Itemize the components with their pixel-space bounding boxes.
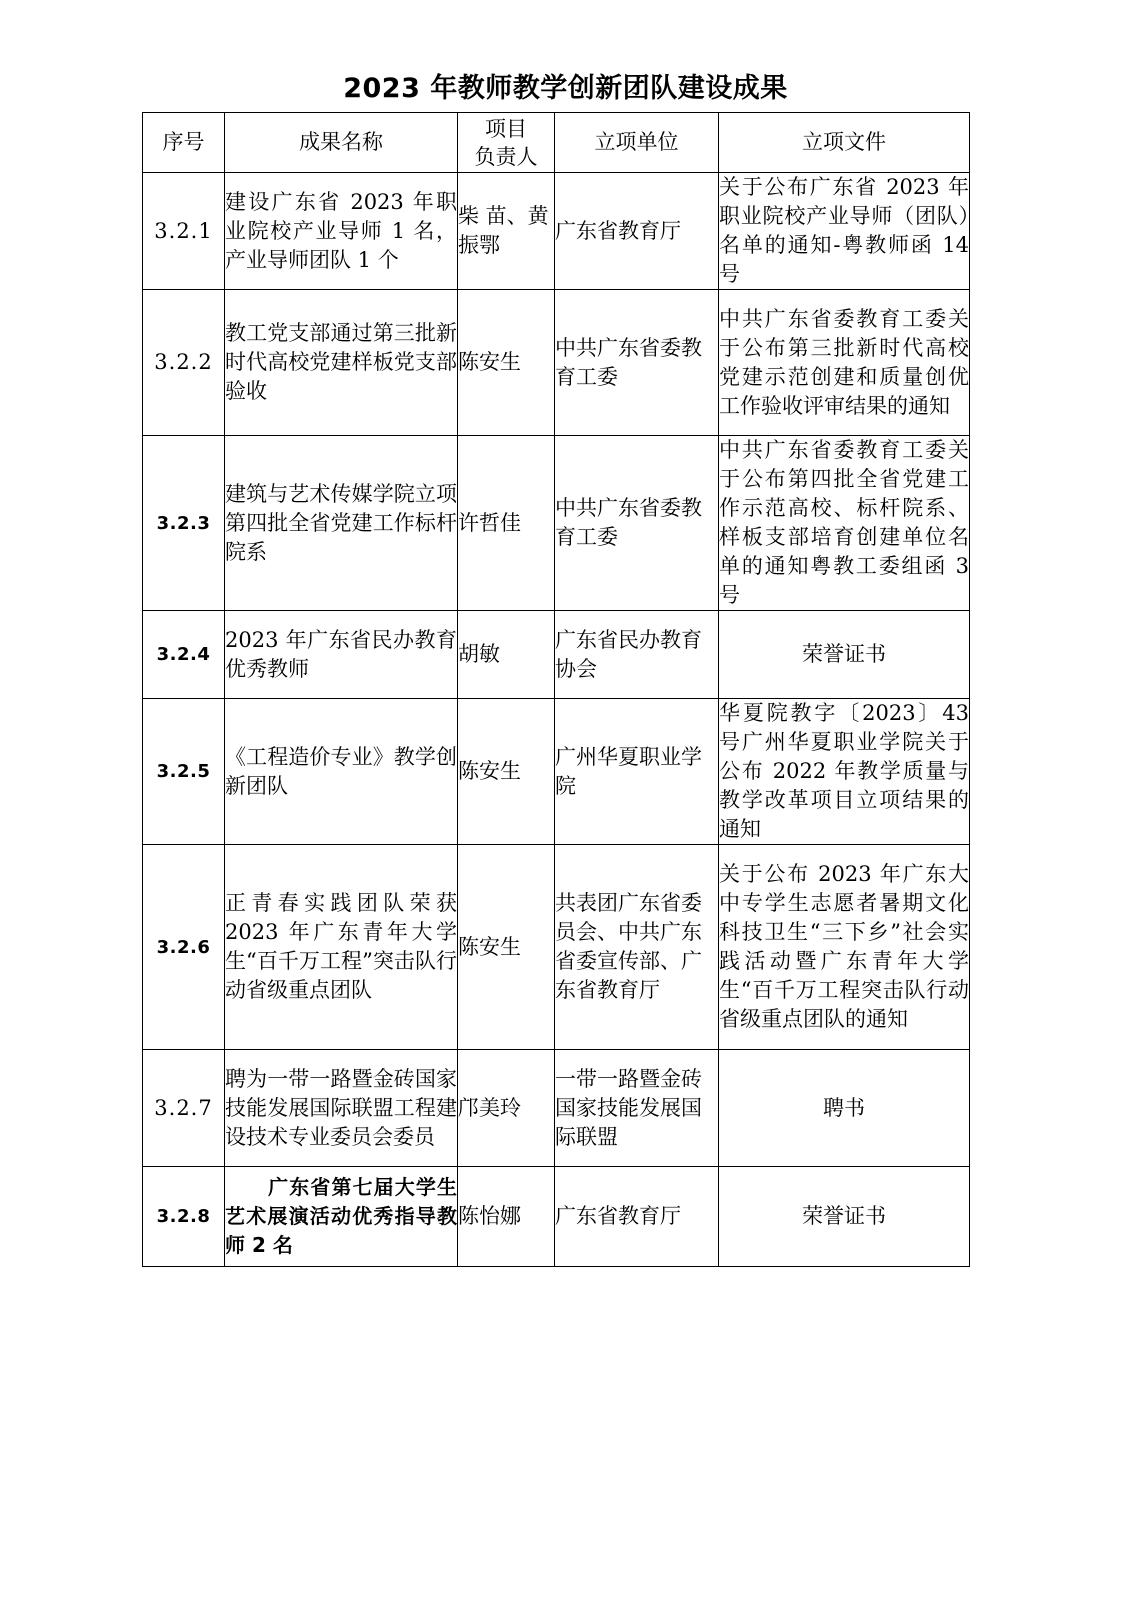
- header-unit: 立项单位: [555, 113, 719, 173]
- row-unit: 中共广东省委教育工委: [555, 290, 719, 436]
- row-name: 建设广东省 2023 年职业院校产业导师 1 名，产业导师团队 1 个: [225, 173, 458, 290]
- results-table: [142, 112, 970, 1267]
- row-doc: 聘书: [719, 1050, 970, 1167]
- row-lead: 陈安生: [458, 699, 555, 845]
- row-lead: 柴 苗、黄振鄂: [458, 173, 555, 290]
- row-no: 3.2.2: [143, 290, 225, 436]
- row-unit: 广东省教育厅: [555, 1167, 719, 1267]
- row-unit: 广东省民办教育协会: [555, 611, 719, 699]
- header-lead-line2: 负责人: [474, 144, 538, 169]
- row-no: 3.2.4: [143, 611, 225, 699]
- row-no: 3.2.7: [143, 1050, 225, 1167]
- table-row: [143, 611, 970, 699]
- row-lead: 陈怡娜: [458, 1167, 555, 1267]
- row-name: [225, 1167, 458, 1267]
- row-doc: 中共广东省委教育工委关于公布第四批全省党建工作示范高校、标杆院系、样板支部培育创建单位名单的通知粤教工委组函 3 号: [719, 436, 970, 611]
- row-no: 3.2.8: [143, 1167, 225, 1267]
- row-unit: 共表团广东省委员会、中共广东省委宣传部、广东省教育厅: [555, 845, 719, 1050]
- row-name-text: 广东省第七届大学生艺术展演活动优秀指导教师 2 名: [225, 1175, 457, 1257]
- row-lead: 陈安生: [458, 845, 555, 1050]
- row-doc: 荣誉证书: [719, 1167, 970, 1267]
- row-name: 教工党支部通过第三批新时代高校党建样板党支部验收: [225, 290, 458, 436]
- row-doc: 关于公布 2023 年广东大中专学生志愿者暑期文化科技卫生“三下乡”社会实践活动暨广东青年大学生“百千万工程突击队行动省级重点团队的通知: [719, 845, 970, 1050]
- row-lead: 陈安生: [458, 290, 555, 436]
- table-row: [143, 699, 970, 845]
- row-unit: 广东省教育厅: [555, 173, 719, 290]
- row-name: 建筑与艺术传媒学院立项第四批全省党建工作标杆院系: [225, 436, 458, 611]
- row-doc: 荣誉证书: [719, 611, 970, 699]
- row-doc: 华夏院教字〔2023〕43 号广州华夏职业学院关于公布 2022 年教学质量与教学改革项目立项结果的通知: [719, 699, 970, 845]
- header-doc: 立项文件: [719, 113, 970, 173]
- header-lead-line1: 项目: [485, 116, 527, 141]
- table-row: [143, 845, 970, 1050]
- row-no: 3.2.3: [143, 436, 225, 611]
- row-name: 《工程造价专业》教学创新团队: [225, 699, 458, 845]
- row-name: 正青春实践团队荣获 2023 年广东青年大学生“百千万工程”突击队行动省级重点团队: [225, 845, 458, 1050]
- row-lead: 许哲佳: [458, 436, 555, 611]
- header-no: 序号: [143, 113, 225, 173]
- row-lead: 邝美玲: [458, 1050, 555, 1167]
- page-title: 2023 年教师教学创新团队建设成果: [343, 73, 788, 104]
- row-no: 3.2.1: [143, 173, 225, 290]
- row-doc: 中共广东省委教育工委关于公布第三批新时代高校党建示范创建和质量创优工作验收评审结果的通知: [719, 290, 970, 436]
- table-row: [143, 1167, 970, 1267]
- table-row: [143, 436, 970, 611]
- row-unit: 中共广东省委教育工委: [555, 436, 719, 611]
- row-no: 3.2.6: [143, 845, 225, 1050]
- row-name: 2023 年广东省民办教育优秀教师: [225, 611, 458, 699]
- table-row: [143, 173, 970, 290]
- table-row: [143, 290, 970, 436]
- row-no: 3.2.5: [143, 699, 225, 845]
- row-unit: 广州华夏职业学院: [555, 699, 719, 845]
- row-unit: 一带一路暨金砖国家技能发展国际联盟: [555, 1050, 719, 1167]
- header-name: 成果名称: [225, 113, 458, 173]
- table-row: [143, 1050, 970, 1167]
- row-doc: 关于公布广东省 2023 年职业院校产业导师（团队）名单的通知-粤教师函 14 号: [719, 173, 970, 290]
- row-lead: 胡敏: [458, 611, 555, 699]
- table-header-row: [143, 113, 970, 173]
- header-lead: [458, 113, 555, 173]
- row-name: 聘为一带一路暨金砖国家技能发展国际联盟工程建设技术专业委员会委员: [225, 1050, 458, 1167]
